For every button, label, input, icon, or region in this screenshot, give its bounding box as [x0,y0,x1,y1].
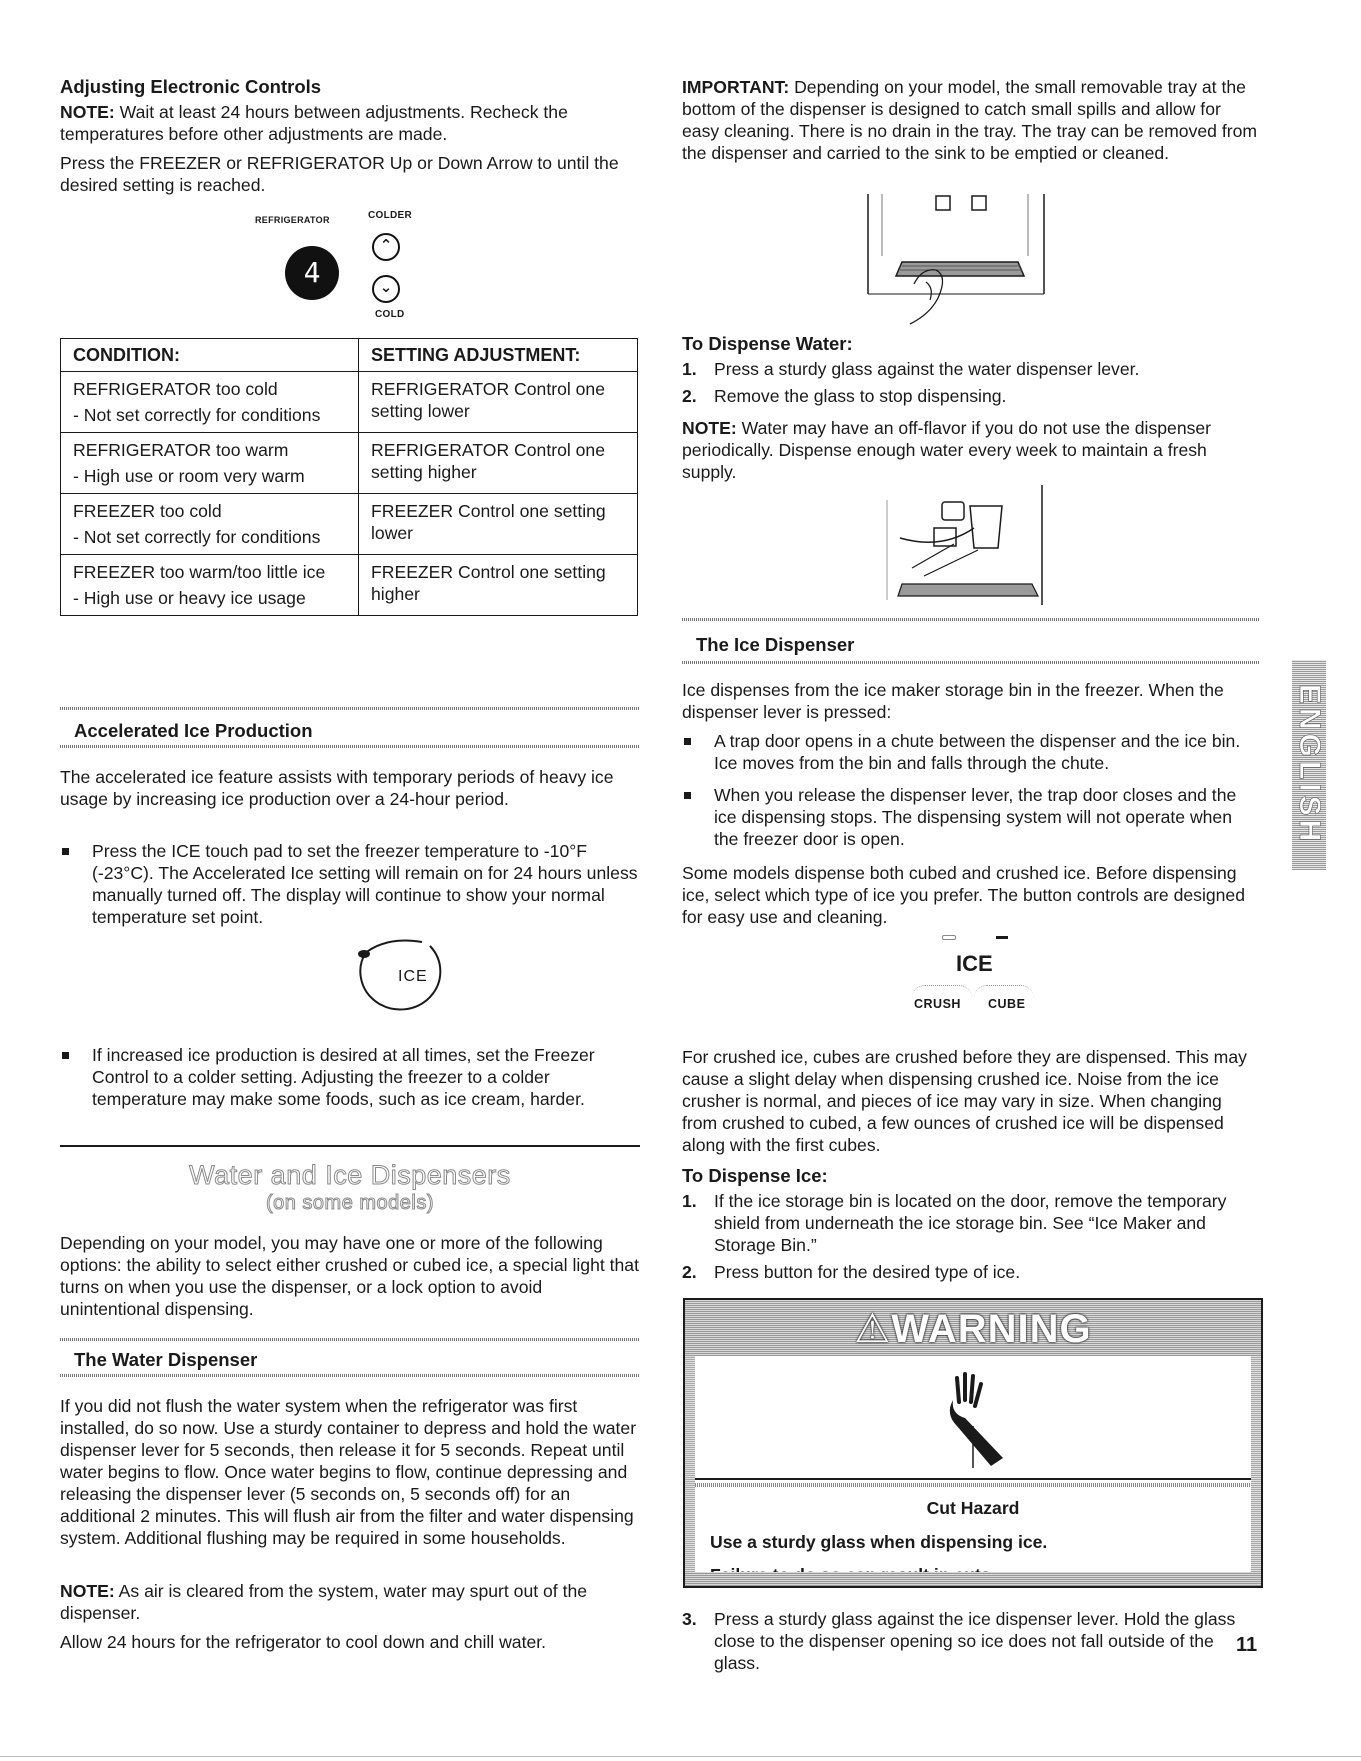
list-item: 2. Press button for the desired type of ice. [682,1262,1021,1282]
bullet-square-icon [62,848,69,855]
list-item: If increased ice production is desired at all times, set the Freezer Control to a colder setting. Adjusting the freezer to a colder temperature may make some foods, such as ice cream, harder. [60,1044,640,1110]
table-row [61,372,638,433]
temperature-display: 4 [285,246,339,300]
dispense-ice-steps [682,1190,1260,1283]
list-item: 2. Remove the glass to stop dispensing. [682,386,1007,406]
list-item: 3. Press a sturdy glass against the ice dispenser lever. Hold the glass close to the dispenser opening so ice does not fall outside of the glass. [682,1609,1236,1673]
table-row [61,433,638,494]
label-cold: COLD [375,309,405,320]
label-colder: COLDER [368,210,413,221]
note-text: As air is cleared from the system, water may spurt out of the dispenser. [60,1581,588,1623]
warning-label: ⚠WARNING [854,1307,1092,1351]
ice-dispenser-bullets [682,730,1260,850]
warning-divider [695,1483,1251,1487]
condition-sub: - Not set correctly for conditions [73,405,321,425]
warning-hazard-title: Cut Hazard [926,1498,1020,1518]
condition-cell [61,494,359,555]
ice-dispenser-models: Some models dispense both cubed and crushed ice. Before dispensing ice, select which type of ice you prefer. The button controls are designed for easy use and cleaning. [682,863,1245,927]
dispense-ice-step-3 [682,1608,1260,1674]
note-label: NOTE: [60,1581,115,1601]
section-title-accelerated-ice: Accelerated Ice Production [74,720,313,741]
accelerated-bullets-2 [60,1044,640,1110]
note-label: NOTE: [60,102,115,122]
cut-hand-icon [943,1370,1013,1470]
accelerated-intro: The accelerated ice feature assists with temporary periods of heavy ice usage by increasing ice production over a 24-hour period. [60,767,614,809]
condition-sub: - Not set correctly for conditions [73,527,321,547]
crush-button-label: CRUSH [914,997,961,1011]
up-arrow-icon: ⌃ [372,233,400,261]
bullet-square-icon [684,738,691,745]
dispenser-tray-illustration [842,192,1072,332]
section-title-dispense-ice: To Dispense Ice: [682,1165,828,1186]
crush-indicator-icon [942,935,956,940]
condition-adjustment-table [60,338,638,616]
adjustment-cell: FREEZER Control one setting higher [359,555,638,616]
table-header-row [61,339,638,372]
condition-cell [61,372,359,433]
section-rule [682,661,1260,664]
table-row [61,555,638,616]
section-rule [60,1338,640,1341]
bullet-square-icon [62,1052,69,1059]
note-text: Water may have an off-flavor if you do not use the dispenser periodically. Dispense enough water every week to maintain a fresh supply. [682,418,1212,482]
important-text: Depending on your model, the small removable tray at the bottom of the dispenser is designed to catch small spills and allow for easy cleaning. There is no drain in the tray. The tray can be removed from the dispenser and carried to the sink to be emptied or cleaned. [682,77,1258,163]
ice-pad-icon [326,932,456,1022]
glass-dispensing-illustration [842,480,1072,610]
accelerated-bullets [60,840,640,928]
water-dispenser-final: Allow 24 hours for the refrigerator to cool down and chill water. [60,1632,547,1652]
condition-cell [61,433,359,494]
note-text: Wait at least 24 hours between adjustments. Recheck the temperatures before other adjustments are made. [60,102,568,144]
cube-button-label: CUBE [988,997,1026,1011]
section-title-dispense-water: To Dispense Water: [682,333,853,354]
important-label: IMPORTANT: [682,77,790,97]
condition-main: FREEZER too cold [73,501,222,521]
note-label: NOTE: [682,418,737,438]
section-heading-adjusting-controls: Adjusting Electronic Controls [60,76,322,97]
section-title-water-ice-dispensers: Water and Ice Dispensers [189,1160,511,1190]
list-item: A trap door opens in a chute between the dispenser and the ice bin. Ice moves from the bin and falls through the chute. [682,730,1260,774]
dispense-water-steps [682,358,1260,407]
section-rule [60,745,640,748]
crushed-ice-paragraph: For crushed ice, cubes are crushed before they are dispensed. This may cause a slight delay when dispensing crushed ice. Noise from the ice crusher is normal, and pieces of ice may vary in size. When changing from crushed to cubed, a few ounces of crushed ice will be dispensed along with the first cubes. [682,1047,1247,1155]
water-dispenser-body: If you did not flush the water system when the refrigerator was first installed, do so now. Use a sturdy container to depress and hold the water dispenser lever for 5 seconds, then release it for 5 seconds. Repeat until water begins to flow. Once water begins to flow, continue depressing and releasing the dispenser lever (5 seconds on, 5 seconds off) for an additional 2 minutes. This will flush air from the filter and water dispensing system. Additional flushing may be required in some households. [60,1396,637,1548]
warning-side-shade [1251,1356,1261,1572]
section-title-water-dispenser: The Water Dispenser [74,1349,258,1370]
table-header: SETTING ADJUSTMENT: [359,339,638,372]
section-rule [682,618,1260,621]
table-row [61,494,638,555]
bottom-rule [0,1756,1361,1757]
water-dispenser-note [60,1580,640,1624]
section-divider [60,1145,640,1147]
ice-selection-panel [840,935,1080,1025]
table-header: CONDITION: [61,339,359,372]
important-tray-note [682,76,1260,164]
condition-main: REFRIGERATOR too cold [73,379,278,399]
page-number: 11 [1236,1634,1258,1656]
condition-main: FREEZER too warm/too little ice [73,562,326,582]
adjustment-cell: REFRIGERATOR Control one setting lower [359,372,638,433]
adjustment-cell: REFRIGERATOR Control one setting higher [359,433,638,494]
list-item: When you release the dispenser lever, the trap door closes and the ice dispensing stops. The dispensing system will not operate when the freezer door is open. [682,784,1260,850]
bullet-square-icon [684,792,691,799]
note-wait-24-hours [60,101,640,145]
section-title-ice-dispenser: The Ice Dispenser [696,634,855,655]
label-refrigerator: REFRIGERATOR [255,215,330,225]
ice-pad-label: ICE [398,968,428,985]
dispense-water-note [682,417,1260,483]
section-subtitle-some-models: (on some models) [265,1192,435,1214]
warning-divider [695,1478,1251,1480]
condition-sub: - High use or heavy ice usage [73,588,306,608]
condition-cell [61,555,359,616]
warning-side-shade [685,1356,695,1572]
warning-box [683,1298,1263,1588]
down-arrow-icon: ⌄ [372,275,400,303]
adjust-instruction: Press the FREEZER or REFRIGERATOR Up or Down Arrow to until the desired setting is reached. [60,153,619,195]
control-panel-illustration [60,210,640,325]
language-side-tab-label: ENGLISH [1293,684,1326,846]
list-item: 1. Press a sturdy glass against the water dispenser lever. [682,359,1140,379]
ice-touch-pad-illustration [326,932,456,1022]
section-rule [60,707,640,710]
condition-main: REFRIGERATOR too warm [73,440,289,460]
section-rule [60,1374,640,1377]
list-item: 1. If the ice storage bin is located on the door, remove the temporary shield from underneath the ice storage bin. See “Ice Maker and Storage Bin.” [682,1191,1227,1255]
condition-sub: - High use or room very warm [73,466,305,486]
ice-dispenser-intro: Ice dispenses from the ice maker storage bin in the freezer. When the dispenser lever is pressed: [682,680,1224,722]
cube-indicator-icon [996,936,1008,939]
dispensers-intro: Depending on your model, you may have one or more of the following options: the ability to select either crushed or cubed ice, a special light that turns on when you use the dispenser, or a lock option to avoid unintentional dispensing. [60,1233,639,1319]
warning-line-1: Use a sturdy glass when dispensing ice. [710,1532,1048,1552]
list-item: Press the ICE touch pad to set the freezer temperature to -10°F (-23°C). The Accelerated Ice setting will remain on for 24 hours unless manually turned off. The display will continue to show your normal temperature set point. [60,840,640,928]
adjustment-cell: FREEZER Control one setting lower [359,494,638,555]
ice-panel-title: ICE [956,951,993,976]
warning-band-bottom [685,1572,1261,1586]
